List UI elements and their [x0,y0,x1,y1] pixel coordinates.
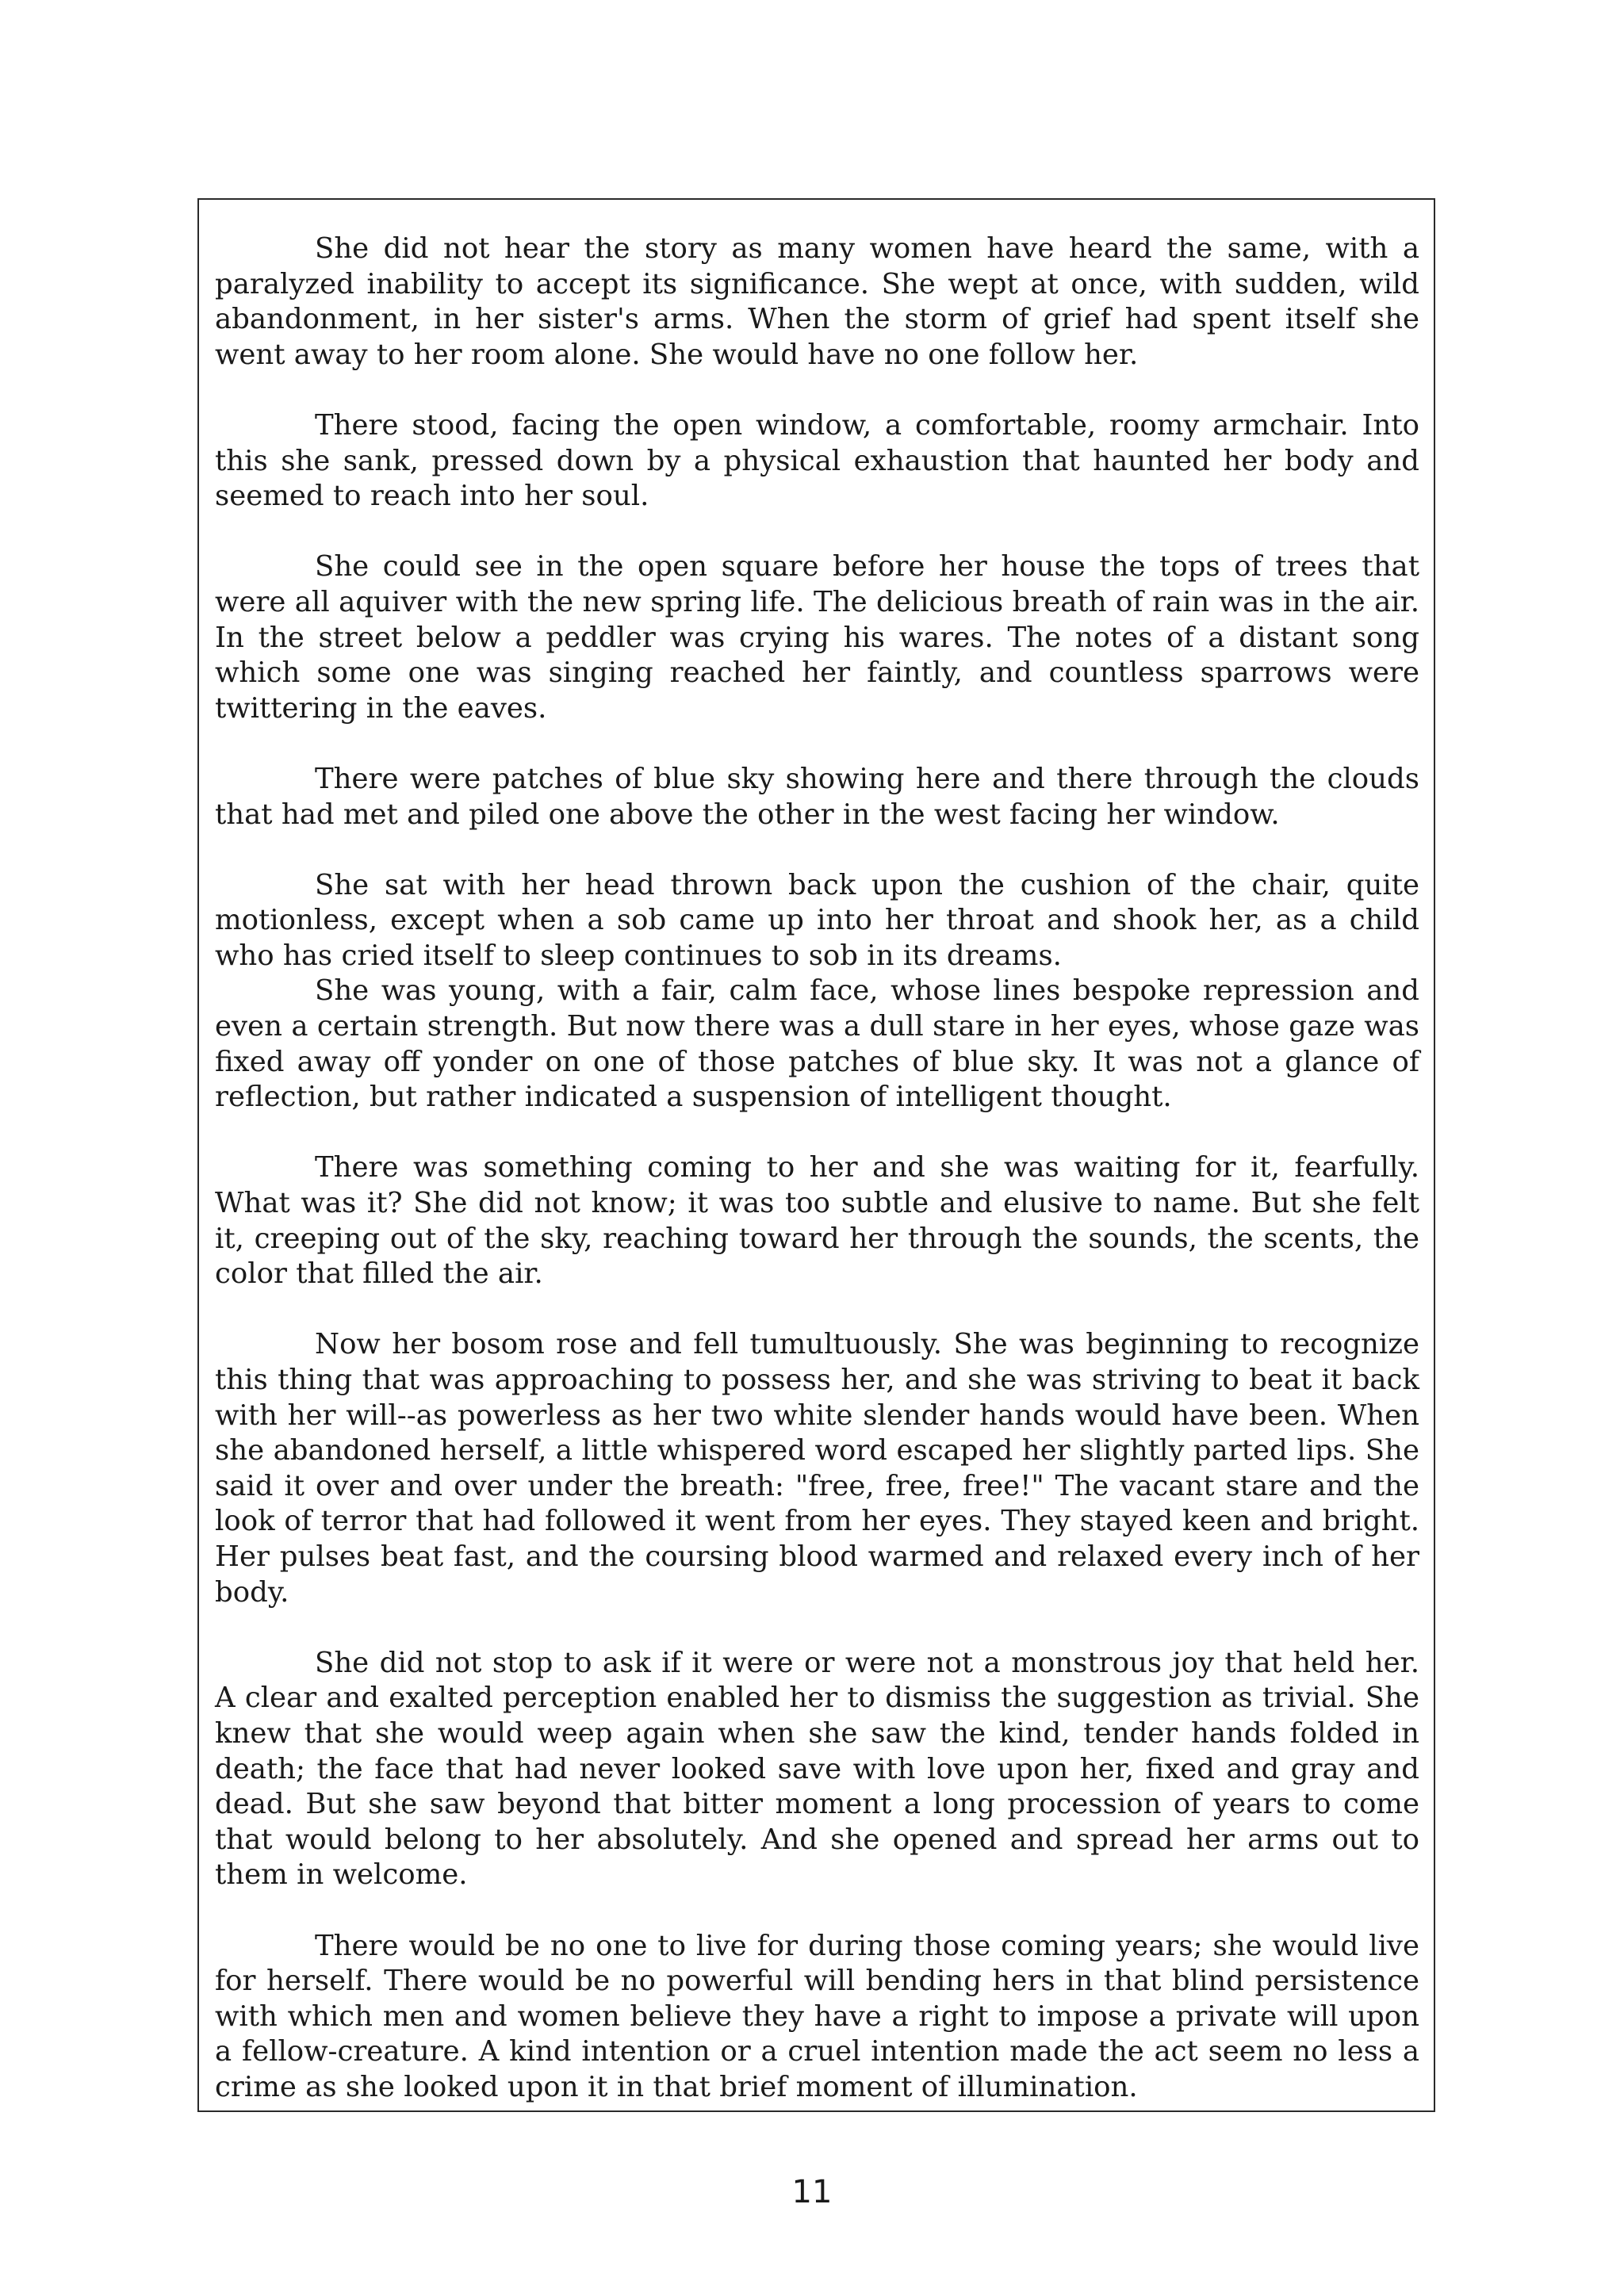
paragraph: She was young, with a fair, calm face, whose lines bespoke repression and even a certain strength. But now there was a dull stare in her eyes, whose gaze was fixed away off yonder on one of those patches of blue sky. It was not a glance of reflection, but rather indicated a suspension of intelligent thought. [215,974,1419,1114]
body-text [215,232,1419,2105]
paragraph: There was something coming to her and she was waiting for it, fearfully. What was it? She did not know; it was too subtle and elusive to name. But she felt it, creeping out of the sky, reaching toward her through the sounds, the scents, the color that filled the air. [215,1151,1419,1291]
paragraph: Now her bosom rose and fell tumultuously. She was beginning to recognize this thing that was approaching to possess her, and she was striving to beat it back with her will--as powerless as her two white slender hands would have been. When she abandoned herself, a little whispered word escaped her slightly parted lips. She said it over and over under the breath: "free, free, free!" The vacant stare and the look of terror that had followed it went from her eyes. They stayed keen and bright. Her pulses beat fast, and the coursing blood warmed and relaxed every inch of her body. [215,1328,1419,1609]
paragraph: She could see in the open square before her house the tops of trees that were all aquiver with the new spring life. The delicious breath of rain was in the air. In the street below a peddler was crying his wares. The notes of a distant song which some one was singing reached her faintly, and countless sparrows were twittering in the eaves. [215,550,1419,725]
page-number: 11 [791,2174,833,2210]
paragraph: There stood, facing the open window, a comfortable, roomy armchair. Into this she sank, pressed down by a physical exhaustion that haunted her body and seemed to reach into her soul. [215,408,1419,513]
text-frame [197,198,1435,2112]
paragraph: She sat with her head thrown back upon the cushion of the chair, quite motionless, except when a sob came up into her throat and shook her, as a child who has cried itself to sleep continues to sob in its dreams. [215,868,1419,972]
paragraph: There were patches of blue sky showing here and there through the clouds that had met and piled one above the other in the west facing her window. [215,762,1419,831]
paragraph: There would be no one to live for during those coming years; she would live for herself. There would be no powerful will bending hers in that blind persistence with which men and women believe they have a right to impose a private will upon a fellow-creature. A kind intention or a cruel intention made the act seem no less a crime as she looked upon it in that brief moment of illumination. [215,1929,1419,2103]
paragraph: She did not hear the story as many women have heard the same, with a paralyzed inability to accept its significance. She wept at once, with sudden, wild abandonment, in her sister's arms. When the storm of grief had spent itself she went away to her room alone. She would have no one follow her. [215,232,1419,371]
paragraph: She did not stop to ask if it were or were not a monstrous joy that held her. A clear and exalted perception enabled her to dismiss the suggestion as trivial. She knew that she would weep again when she saw the kind, tender hands folded in death; the face that had never looked save with love upon her, fixed and gray and dead. But she saw beyond that bitter moment a long procession of years to come that would belong to her absolutely. And she opened and spread her arms out to them in welcome. [215,1646,1419,1892]
